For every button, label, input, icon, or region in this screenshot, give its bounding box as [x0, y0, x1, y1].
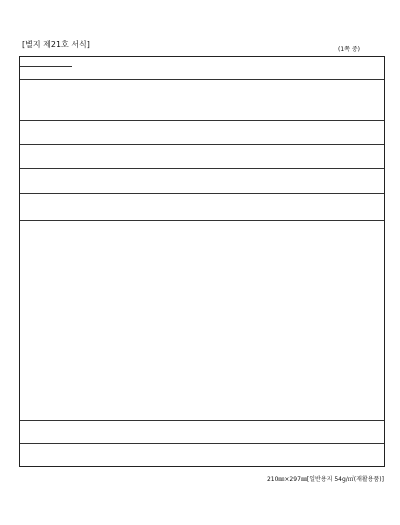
- form-frame: [19, 56, 385, 467]
- form-number: [별지 제21호 서식]: [22, 40, 90, 49]
- paper-size-note: 210㎜×297㎜[일반용지 54g/㎡(재활용품)]: [266, 476, 384, 483]
- page-count: (1쪽 중): [338, 46, 360, 53]
